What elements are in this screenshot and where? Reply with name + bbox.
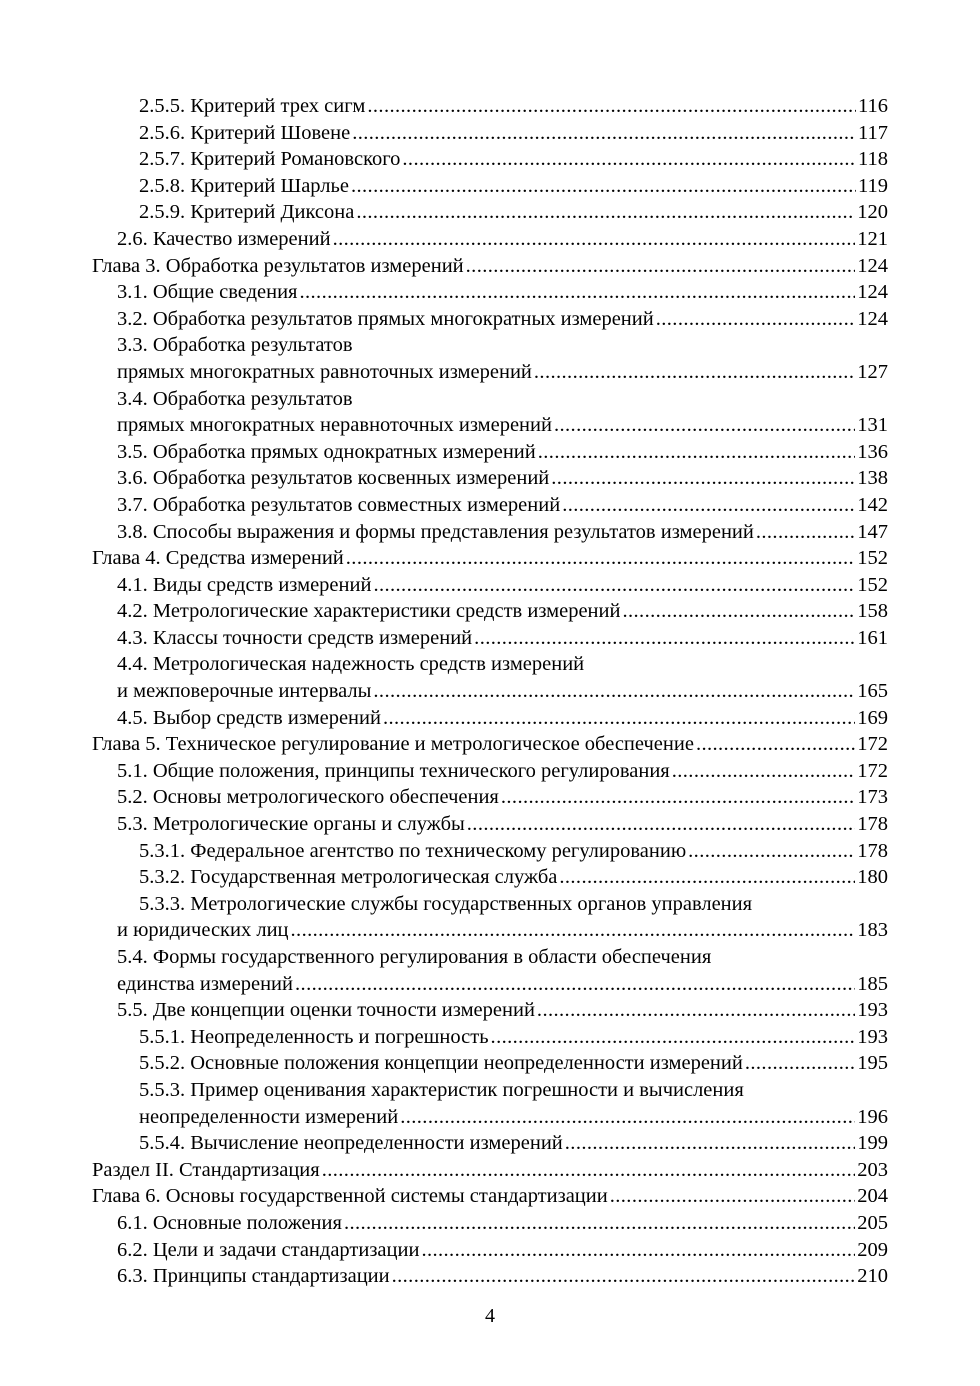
toc-dot-leader bbox=[367, 93, 856, 120]
toc-dot-leader bbox=[622, 598, 855, 625]
toc-entry bbox=[92, 173, 888, 200]
toc-entry-page: 178 bbox=[857, 839, 888, 862]
toc-dot-leader bbox=[610, 1183, 856, 1210]
toc-entry-title: 3.5. Обработка прямых однократных измерений bbox=[117, 440, 536, 463]
toc-dot-leader bbox=[534, 359, 855, 386]
toc-dot-leader bbox=[688, 838, 855, 865]
toc-dot-leader bbox=[291, 917, 856, 944]
toc-entry bbox=[92, 492, 888, 519]
toc-entry-title: 4.3. Классы точности средств измерений bbox=[117, 626, 473, 649]
toc-dot-leader bbox=[400, 1104, 855, 1131]
toc-entry-page: 124 bbox=[857, 307, 888, 330]
toc-entry-page: 116 bbox=[858, 95, 888, 117]
toc-entry-title: и межповерочные интервалы bbox=[117, 680, 372, 703]
toc-entry-page: 178 bbox=[857, 813, 888, 836]
toc-entry-title: 5.5.4. Вычисление неопределенности измерений bbox=[139, 1132, 563, 1155]
toc-entry-title: 5.4. Формы государственного регулирования в области обеспечения bbox=[117, 946, 712, 968]
toc-entry-page: 142 bbox=[857, 493, 888, 516]
toc-entry-page: 119 bbox=[858, 174, 888, 197]
toc-entry-page: 195 bbox=[857, 1052, 888, 1075]
toc-dot-leader bbox=[373, 572, 855, 599]
toc-entry bbox=[92, 678, 888, 705]
toc-entry bbox=[92, 1050, 888, 1077]
toc-entry-title: 3.7. Обработка результатов совместных измерений bbox=[117, 493, 561, 516]
toc-entry-title: 4.4. Метрологическая надежность средств измерений bbox=[117, 653, 585, 676]
toc-entry bbox=[92, 864, 888, 891]
toc-entry bbox=[92, 279, 888, 306]
toc-entry-page: 210 bbox=[857, 1265, 888, 1288]
toc-entry bbox=[92, 838, 888, 865]
toc-entry bbox=[92, 944, 888, 971]
toc-entry-page: 193 bbox=[857, 1025, 888, 1048]
toc-entry bbox=[92, 891, 888, 918]
toc-entry bbox=[92, 93, 888, 120]
toc-entry bbox=[92, 519, 888, 546]
toc-entry-title: 5.5.3. Пример оценивания характеристик погрешности и вычисления bbox=[139, 1078, 744, 1101]
toc-entry-title: прямых многократных неравноточных измерений bbox=[117, 414, 552, 437]
toc-dot-leader bbox=[351, 173, 856, 200]
toc-entry-page: 199 bbox=[857, 1132, 888, 1155]
toc-entry-title: и юридических лиц bbox=[117, 919, 289, 942]
toc-dot-leader bbox=[402, 146, 856, 173]
toc-entry bbox=[92, 253, 888, 280]
toc-entry bbox=[92, 971, 888, 998]
toc-entry-page: 196 bbox=[857, 1105, 888, 1128]
toc-entry-page: 152 bbox=[857, 547, 888, 570]
toc-entry bbox=[92, 1183, 888, 1210]
toc-entry-page: 136 bbox=[857, 440, 888, 463]
toc-dot-leader bbox=[466, 253, 856, 280]
toc-entry-title: 2.5.9. Критерий Диксона bbox=[139, 201, 355, 224]
toc-entry bbox=[92, 625, 888, 652]
toc-entry bbox=[92, 465, 888, 492]
toc-entry-page: 120 bbox=[857, 201, 888, 224]
toc-dot-leader bbox=[559, 864, 855, 891]
toc-entry-page: 173 bbox=[857, 786, 888, 809]
toc-entry bbox=[92, 545, 888, 572]
toc-dot-leader bbox=[322, 1157, 856, 1184]
toc-dot-leader bbox=[745, 1050, 855, 1077]
toc-dot-leader bbox=[554, 412, 855, 439]
toc-entry-title: 5.5.2. Основные положения концепции неопределенности измерений bbox=[139, 1052, 743, 1075]
toc-entry-page: 172 bbox=[857, 733, 888, 756]
toc-entry bbox=[92, 120, 888, 147]
toc-entry-title: 3.1. Общие сведения bbox=[117, 281, 298, 304]
toc-entry bbox=[92, 1077, 888, 1104]
toc-entry-page: 118 bbox=[858, 148, 888, 171]
toc-entry-title: 4.1. Виды средств измерений bbox=[117, 573, 372, 596]
toc-entry bbox=[92, 572, 888, 599]
toc-entry-title: 5.3.2. Государственная метрологическая служба bbox=[139, 866, 558, 889]
toc-entry bbox=[92, 1024, 888, 1051]
toc-entry-title: Раздел II. Стандартизация bbox=[92, 1158, 320, 1181]
toc-dot-leader bbox=[421, 1237, 855, 1264]
toc-dot-leader bbox=[672, 758, 856, 785]
toc-dot-leader bbox=[565, 1130, 855, 1157]
toc-entry bbox=[92, 199, 888, 226]
toc-entry-title: 3.2. Обработка результатов прямых многократных измерений bbox=[117, 307, 654, 330]
toc-dot-leader bbox=[551, 465, 855, 492]
toc-entry-title: 5.1. Общие положения, принципы технического регулирования bbox=[117, 759, 670, 782]
toc-entry bbox=[92, 1263, 888, 1290]
toc-entry-title: 5.3. Метрологические органы и службы bbox=[117, 813, 465, 836]
toc-entry-page: 169 bbox=[857, 706, 888, 729]
toc-entry bbox=[92, 412, 888, 439]
toc-entry-title: 5.2. Основы метрологического обеспечения bbox=[117, 786, 499, 809]
toc-entry-title: 2.5.5. Критерий трех сигм bbox=[139, 95, 366, 117]
toc-entry bbox=[92, 386, 888, 413]
toc-entry-title: Глава 6. Основы государственной системы стандартизации bbox=[92, 1185, 608, 1208]
toc-entry-page: 158 bbox=[857, 600, 888, 623]
toc-entry-title: 4.5. Выбор средств измерений bbox=[117, 706, 381, 729]
toc-entry-title: 5.5.1. Неопределенность и погрешность bbox=[139, 1025, 489, 1048]
toc-entry bbox=[92, 226, 888, 253]
toc-entry bbox=[92, 332, 888, 359]
toc-entry-title: Глава 3. Обработка результатов измерений bbox=[92, 254, 464, 277]
toc-entry bbox=[92, 306, 888, 333]
toc-entry-title: 2.6. Качество измерений bbox=[117, 227, 331, 250]
toc-entry-title: прямых многократных равноточных измерений bbox=[117, 360, 532, 383]
toc-entry-title: 4.2. Метрологические характеристики средств измерений bbox=[117, 600, 621, 623]
toc-entry-page: 183 bbox=[857, 919, 888, 942]
toc-entry bbox=[92, 731, 888, 758]
toc-entry-page: 193 bbox=[857, 999, 888, 1022]
toc-dot-leader bbox=[696, 731, 855, 758]
toc-entry-title: 3.3. Обработка результатов bbox=[117, 334, 353, 357]
toc-entry-title: 5.3.1. Федеральное агентство по техническому регулированию bbox=[139, 839, 687, 862]
toc-entry-title: неопределенности измерений bbox=[139, 1105, 399, 1128]
toc-entry bbox=[92, 997, 888, 1024]
toc-dot-leader bbox=[756, 519, 855, 546]
toc-entry bbox=[92, 1130, 888, 1157]
toc-entry-page: 124 bbox=[857, 281, 888, 304]
toc-entry bbox=[92, 359, 888, 386]
toc-entry bbox=[92, 758, 888, 785]
toc-dot-leader bbox=[346, 545, 855, 572]
toc-dot-leader bbox=[383, 705, 855, 732]
toc-dot-leader bbox=[467, 811, 855, 838]
toc-entry-title: 5.3.3. Метрологические службы государственных органов управления bbox=[139, 892, 753, 915]
toc-entry-page: 147 bbox=[857, 520, 888, 543]
toc-entry-page: 172 bbox=[857, 759, 888, 782]
toc-entry-page: 127 bbox=[857, 360, 888, 383]
toc-entry-title: 2.5.7. Критерий Романовского bbox=[139, 148, 401, 171]
toc-entry bbox=[92, 917, 888, 944]
toc-entry bbox=[92, 1157, 888, 1184]
toc-dot-leader bbox=[562, 492, 855, 519]
toc-entry-title: 6.2. Цели и задачи стандартизации bbox=[117, 1238, 420, 1261]
toc-dot-leader bbox=[299, 279, 855, 306]
toc-entry-page: 204 bbox=[857, 1185, 888, 1208]
toc-dot-leader bbox=[538, 439, 856, 466]
toc-dot-leader bbox=[491, 1024, 856, 1051]
toc-entry bbox=[92, 651, 888, 678]
toc-entry-page: 117 bbox=[858, 121, 888, 144]
toc-dot-leader bbox=[333, 226, 856, 253]
toc-dot-leader bbox=[344, 1210, 855, 1237]
toc-entry-page: 131 bbox=[857, 414, 888, 437]
toc-dot-leader bbox=[295, 971, 855, 998]
toc-entry-page: 185 bbox=[857, 972, 888, 995]
toc-entry bbox=[92, 1210, 888, 1237]
toc-entry-title: 6.3. Принципы стандартизации bbox=[117, 1265, 390, 1288]
toc-dot-leader bbox=[501, 784, 855, 811]
toc-entry-title: Глава 5. Техническое регулирование и метрологическое обеспечение bbox=[92, 733, 694, 756]
toc-dot-leader bbox=[392, 1263, 856, 1290]
toc-entry-page: 152 bbox=[857, 573, 888, 596]
toc-entry-title: 3.8. Способы выражения и формы представления результатов измерений bbox=[117, 520, 754, 543]
toc-entry-title: 2.5.6. Критерий Шовене bbox=[139, 121, 351, 144]
toc-entry-page: 121 bbox=[857, 227, 888, 250]
toc-entry bbox=[92, 598, 888, 625]
toc-entry bbox=[92, 439, 888, 466]
toc-entry bbox=[92, 1104, 888, 1131]
toc-dot-leader bbox=[373, 678, 855, 705]
toc-entry-title: 3.6. Обработка результатов косвенных измерений bbox=[117, 467, 550, 490]
toc-dot-leader bbox=[356, 199, 855, 226]
toc-entry-title: 2.5.8. Критерий Шарлье bbox=[139, 174, 349, 197]
toc-dot-leader bbox=[537, 997, 855, 1024]
toc-entry bbox=[92, 705, 888, 732]
toc-entry bbox=[92, 146, 888, 173]
toc-entry-title: единства измерений bbox=[117, 972, 294, 995]
toc-entry-title: 5.5. Две концепции оценки точности измерений bbox=[117, 999, 535, 1022]
toc-entry bbox=[92, 784, 888, 811]
toc-entry-page: 138 bbox=[857, 467, 888, 490]
toc-entry-page: 161 bbox=[857, 626, 888, 649]
toc-entry-page: 203 bbox=[857, 1158, 888, 1181]
toc-entry bbox=[92, 811, 888, 838]
toc-entry-title: Глава 4. Средства измерений bbox=[92, 547, 344, 570]
toc-entry-title: 3.4. Обработка результатов bbox=[117, 387, 353, 410]
toc-entry-page: 180 bbox=[857, 866, 888, 889]
toc-dot-leader bbox=[474, 625, 855, 652]
toc-dot-leader bbox=[656, 306, 856, 333]
toc-entry bbox=[92, 1237, 888, 1264]
toc-entry-page: 124 bbox=[857, 254, 888, 277]
toc-dot-leader bbox=[352, 120, 856, 147]
toc-entry-page: 209 bbox=[857, 1238, 888, 1261]
toc-entry-page: 165 bbox=[857, 680, 888, 703]
page-number: 4 bbox=[485, 1305, 495, 1327]
toc-entry-title: 6.1. Основные положения bbox=[117, 1211, 342, 1234]
toc-entry-page: 205 bbox=[857, 1211, 888, 1234]
table-of-contents bbox=[92, 93, 888, 1290]
